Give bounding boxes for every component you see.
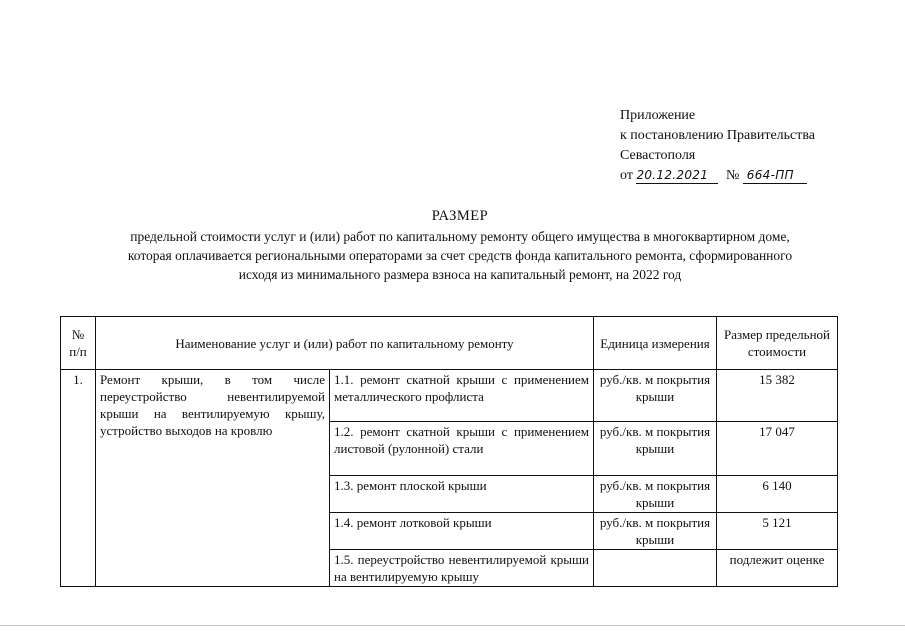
title-main: РАЗМЕР bbox=[431, 208, 489, 224]
appendix-number-label: № bbox=[725, 168, 740, 183]
row-cost: 6 140 bbox=[717, 476, 838, 513]
row-unit: руб./кв. м покрытия крыши bbox=[594, 370, 717, 422]
group-name: Ремонт крыши, в том числе переустройство невентилируемой крыши на вентилируемую крышу, устройство выходов на кровлю bbox=[96, 370, 330, 587]
row-name: 1.3. ремонт плоской крыши bbox=[330, 476, 594, 513]
appendix-block bbox=[620, 106, 815, 186]
row-unit: руб./кв. м покрытия крыши bbox=[594, 513, 717, 550]
header-num: № п/п bbox=[61, 317, 96, 370]
row-name: 1.1. ремонт скатной крыши с применением металлического профлиста bbox=[330, 370, 594, 422]
title-line-3: исходя из минимального размера взноса на капитальный ремонт, на 2022 год bbox=[238, 267, 682, 282]
document-title bbox=[60, 207, 860, 284]
row-cost: 5 121 bbox=[717, 513, 838, 550]
page-fold-line bbox=[0, 625, 905, 626]
row-cost: 17 047 bbox=[717, 422, 838, 476]
decree-number: 664-ПП bbox=[746, 168, 794, 182]
row-cost: подлежит оценке bbox=[717, 550, 838, 587]
table-header-row bbox=[61, 317, 838, 370]
cost-table bbox=[60, 316, 838, 587]
row-name: 1.2. ремонт скатной крыши с применением листовой (рулонной) стали bbox=[330, 422, 594, 476]
decree-date: 20.12.2021 bbox=[636, 168, 709, 182]
row-name: 1.5. переустройство невентилируемой крыши на вентилируемую крышу bbox=[330, 550, 594, 587]
title-line-2: которая оплачивается региональными операторами за счет средств фонда капитального ремонта, сформированного bbox=[127, 248, 793, 263]
header-name: Наименование услуг и (или) работ по капитальному ремонту bbox=[96, 317, 594, 370]
appendix-date-line bbox=[620, 166, 815, 186]
appendix-decree: к постановлению Правительства bbox=[620, 128, 816, 143]
header-cost: Размер предельной стоимости bbox=[717, 317, 838, 370]
row-unit bbox=[594, 550, 717, 587]
table-row bbox=[61, 370, 838, 422]
row-name: 1.4. ремонт лотковой крыши bbox=[330, 513, 594, 550]
title-line-1: предельной стоимости услуг и (или) работ по капитальному ремонту общего имущества в многоквартирном доме, bbox=[130, 229, 790, 244]
row-unit: руб./кв. м покрытия крыши bbox=[594, 422, 717, 476]
group-num: 1. bbox=[61, 370, 96, 587]
appendix-government: Севастополя bbox=[620, 148, 696, 163]
row-cost: 15 382 bbox=[717, 370, 838, 422]
appendix-from-label: от bbox=[620, 168, 633, 183]
row-unit: руб./кв. м покрытия крыши bbox=[594, 476, 717, 513]
header-unit: Единица измерения bbox=[594, 317, 717, 370]
appendix-label: Приложение bbox=[620, 108, 696, 123]
